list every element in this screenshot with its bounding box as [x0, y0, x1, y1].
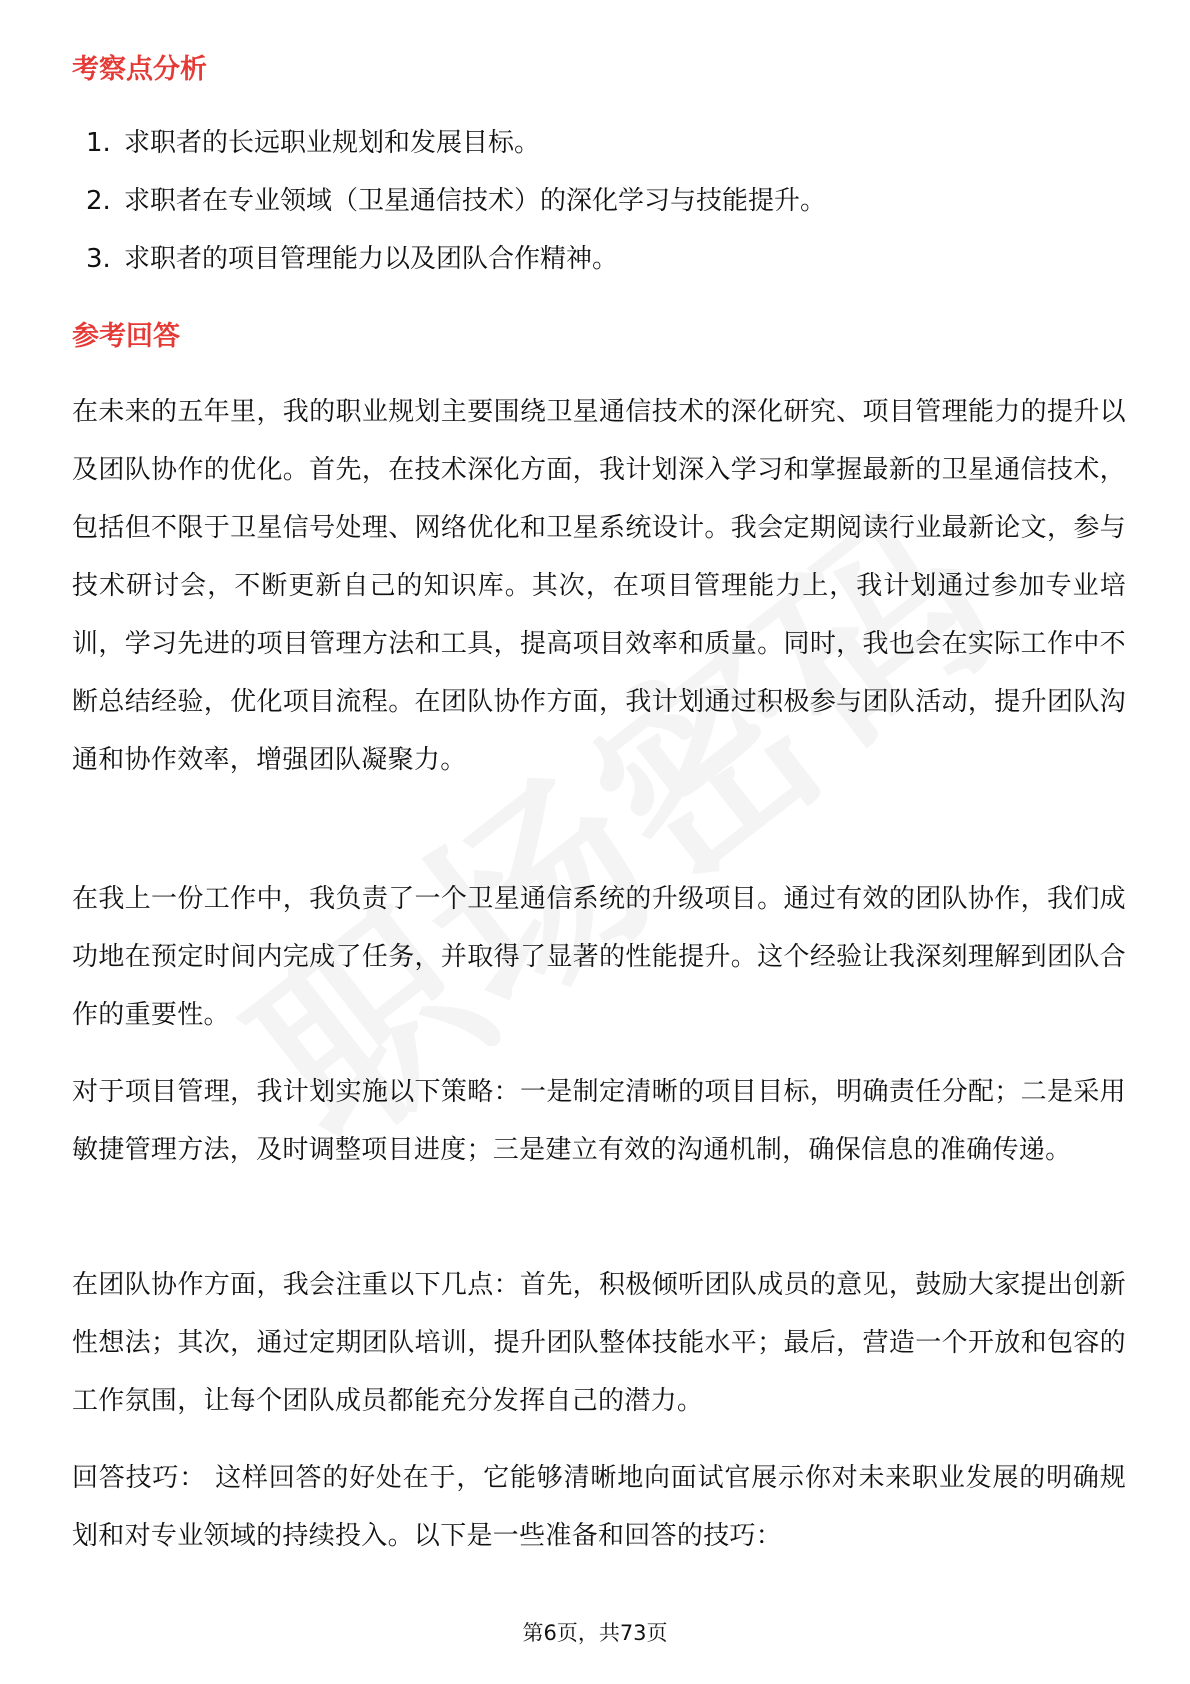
page-number-footer: 第6页，共73页 — [522, 1621, 668, 1645]
list-item-text: 求职者在专业领域（卫星通信技术）的深化学习与技能提升。 — [124, 186, 827, 216]
list-item — [72, 126, 1122, 184]
section-title-reference-answer: 参考回答 — [72, 321, 180, 352]
list-item-number: 2. — [86, 186, 111, 216]
answer-tips-paragraph: 回答技巧： 这样回答的好处在于，它能够清晰地向面试官展示你对未来职业发展的明确规划和对专业领域的持续投入。以下是一些准备和回答的技巧： — [72, 1463, 1126, 1551]
analysis-list — [72, 126, 1122, 300]
section-title-analysis: 考察点分析 — [72, 54, 207, 85]
answer-paragraph: 在我上一份工作中，我负责了一个卫星通信系统的升级项目。通过有效的团队协作，我们成功地在预定时间内完成了任务，并取得了显著的性能提升。这个经验让我深刻理解到团队合作的重要性。 — [72, 884, 1126, 1030]
answer-paragraph: 在未来的五年里，我的职业规划主要围绕卫星通信技术的深化研究、项目管理能力的提升以及团队协作的优化。首先，在技术深化方面，我计划深入学习和掌握最新的卫星通信技术，包括但不限于卫星信号处理、网络优化和卫星系统设计。我会定期阅读行业最新论文，参与技术研讨会，不断更新自己的知识库。其次，在项目管理能力上，我计划通过参加专业培训，学习先进的项目管理方法和工具，提高项目效率和质量。同时，我也会在实际工作中不断总结经验，优化项目流程。在团队协作方面，我计划通过积极参与团队活动，提升团队沟通和协作效率，增强团队凝聚力。 — [72, 397, 1126, 775]
list-item-text: 求职者的项目管理能力以及团队合作精神。 — [124, 244, 619, 274]
list-item-text: 求职者的长远职业规划和发展目标。 — [124, 128, 541, 158]
answer-paragraph: 在团队协作方面，我会注重以下几点：首先，积极倾听团队成员的意见，鼓励大家提出创新性想法；其次，通过定期团队培训，提升团队整体技能水平；最后，营造一个开放和包容的工作氛围，让每个团队成员都能充分发挥自己的潜力。 — [72, 1270, 1126, 1416]
answer-paragraph: 对于项目管理，我计划实施以下策略：一是制定清晰的项目目标，明确责任分配；二是采用敏捷管理方法，及时调整项目进度；三是建立有效的沟通机制，确保信息的准确传递。 — [72, 1077, 1126, 1165]
list-item — [72, 184, 1122, 242]
list-item-number: 3. — [86, 244, 111, 274]
list-item — [72, 242, 1122, 300]
list-item-number: 1. — [86, 128, 111, 158]
